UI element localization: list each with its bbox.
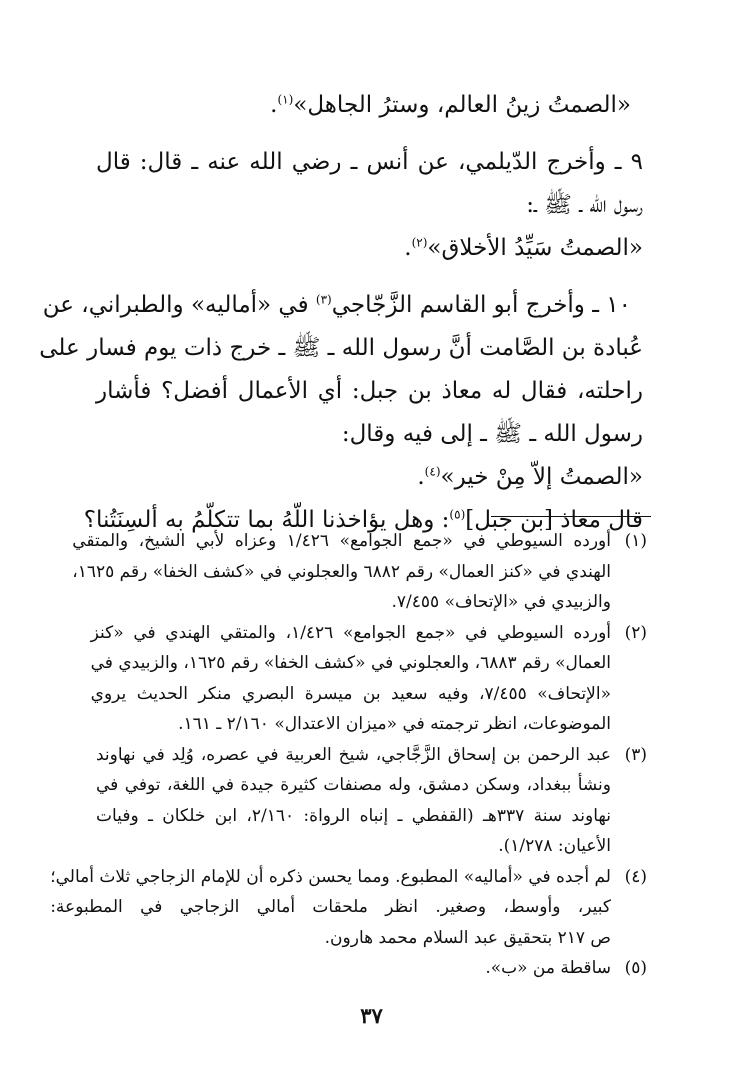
footnote-number: (١)	[624, 531, 647, 551]
main-line-tail: في «أماليه» والطبراني، عن	[42, 292, 316, 318]
main-line	[96, 184, 643, 227]
main-line	[96, 456, 643, 499]
footnote-line: والزبيدي في «الإتحاف» ٧/٤٥٥.	[391, 592, 611, 612]
main-line-tail: .	[404, 235, 412, 261]
footnote-body	[72, 526, 611, 618]
footnote-line: ونشأ ببغداد، وسكن دمشق، وله مصنفات كثيرة جيدة في اللغة، توفي في	[96, 775, 611, 795]
main-line-text: رسول الله ـ ﷺ ـ إلى فيه وقال:	[341, 421, 643, 447]
footnote-ref: (٣)	[315, 292, 332, 307]
footnote-line: ص ٢١٧ بتحقيق عبد السلام محمد هارون.	[324, 927, 611, 948]
main-line	[96, 84, 643, 127]
main-line-tail: : وهل يؤاخذنا اللّهُ بما تتكلّمُ به ألسِنَتُنا؟	[83, 507, 450, 533]
main-line-text: قال معاذ [بن جبل]	[465, 507, 643, 533]
footnote-number: (٣)	[624, 744, 647, 765]
main-line-text: رسول الله ـ ﷺ ـ:	[526, 192, 643, 218]
main-line-tail: .	[417, 464, 425, 490]
footnote-ref: (١)	[277, 92, 294, 107]
footnotes	[50, 526, 647, 984]
paragraph-gap	[96, 270, 643, 284]
footnote	[50, 862, 647, 954]
footnote-line: الهندي في «كنز العمال» رقم ٦٨٨٢ والعجلوني في «كشف الخفا» رقم ١٦٢٥،	[72, 561, 611, 582]
footnote	[72, 526, 647, 618]
footnote-body	[96, 953, 611, 984]
main-text	[39, 84, 643, 542]
main-line	[96, 413, 643, 456]
main-line	[39, 327, 643, 370]
main-line-text: «الصمتُ زينُ العالم، وسترُ الجاهل»	[293, 92, 631, 118]
page-number: ٣٧	[360, 1003, 383, 1028]
main-line-text: عُبادة بن الصَّامت أنَّ رسول الله ـ ﷺ ـ خرج ذات يوم فسار على	[39, 335, 643, 361]
main-line	[42, 284, 643, 327]
main-line	[96, 141, 643, 184]
main-line-text: «الصمتُ إلاّ مِنْ خير»	[440, 464, 643, 490]
main-line-text: راحلته، فقال له معاذ بن جبل: أي الأعمال أفضل؟ فأشار	[96, 378, 643, 404]
footnote-line: ساقطة من «ب».	[485, 958, 611, 978]
main-line-text: «الصمتُ سَيِّدُ الأخلاق»	[427, 235, 643, 261]
footnote-line: لم أجده في «أماليه» المطبوع. ومما يحسن ذكره أن للإمام الزجاجي ثلاث أمالي؛	[50, 866, 611, 887]
footnote-number: (٥)	[624, 958, 647, 978]
footnote	[96, 740, 647, 862]
footnote-body	[91, 618, 611, 740]
footnote-ref: (٥)	[449, 507, 466, 522]
footnote-line: أورده السيوطي في «جمع الجوامع» ١/٤٢٦ وعزاه لأبي الشيخ، والمتقي	[72, 531, 611, 551]
main-line-text: ١٠ ـ وأخرج أبو القاسم الزَّجّاجي	[331, 292, 631, 318]
footnote-line: الموضوعات، انظر ترجمته في «ميزان الاعتدال» ٢/١٦٠ ـ ١٦١.	[178, 714, 611, 734]
footnote-line: العمال» رقم ٦٨٨٣، والعجلوني في «كشف الخفا» رقم ١٦٢٥، والزبيدي في	[90, 653, 611, 673]
footnote-line: أورده السيوطي في «جمع الجوامع» ١/٤٢٦، والمتقي الهندي في «كنز	[90, 622, 612, 643]
footnote-line: كبير، وأوسط، وصغير. انظر ملحقات أمالي الزجاجي في المطبوعة:	[50, 897, 611, 917]
main-line-tail: .	[270, 92, 278, 118]
main-line-text: ٩ ـ وأخرج الدّيلمي، عن أنس ـ رضي الله عنه ـ قال: قال	[96, 149, 643, 175]
footnote-line: عبد الرحمن بن إسحاق الزَّجَّاجي، شيخ العربية في عصره، وُلِد في نهاوند	[96, 744, 611, 765]
footnote-line: «الإتحاف» ٧/٤٥٥، وفيه سعيد بن ميسرة البصري منكر الحديث يروي	[90, 683, 611, 704]
footnote-body	[96, 740, 611, 862]
footnote-ref: (٤)	[424, 464, 441, 479]
footnote-number: (٢)	[624, 622, 647, 643]
footnote-ref: (٢)	[411, 235, 428, 250]
footnote-number: (٤)	[624, 866, 647, 887]
footnote	[90, 618, 647, 740]
paragraph-gap	[96, 127, 643, 141]
footnote	[96, 953, 647, 984]
main-line	[96, 370, 643, 413]
footnote-line: الأعيان: ١/٢٧٨).	[498, 836, 611, 856]
footnote-body	[50, 862, 611, 954]
footnote-separator	[491, 516, 651, 517]
main-line	[96, 227, 643, 270]
footnote-line: نهاوند سنة ٣٣٧هـ (القفطي ـ إنباه الرواة: ٢/١٦٠، ابن خلكان ـ وفيات	[96, 805, 611, 826]
